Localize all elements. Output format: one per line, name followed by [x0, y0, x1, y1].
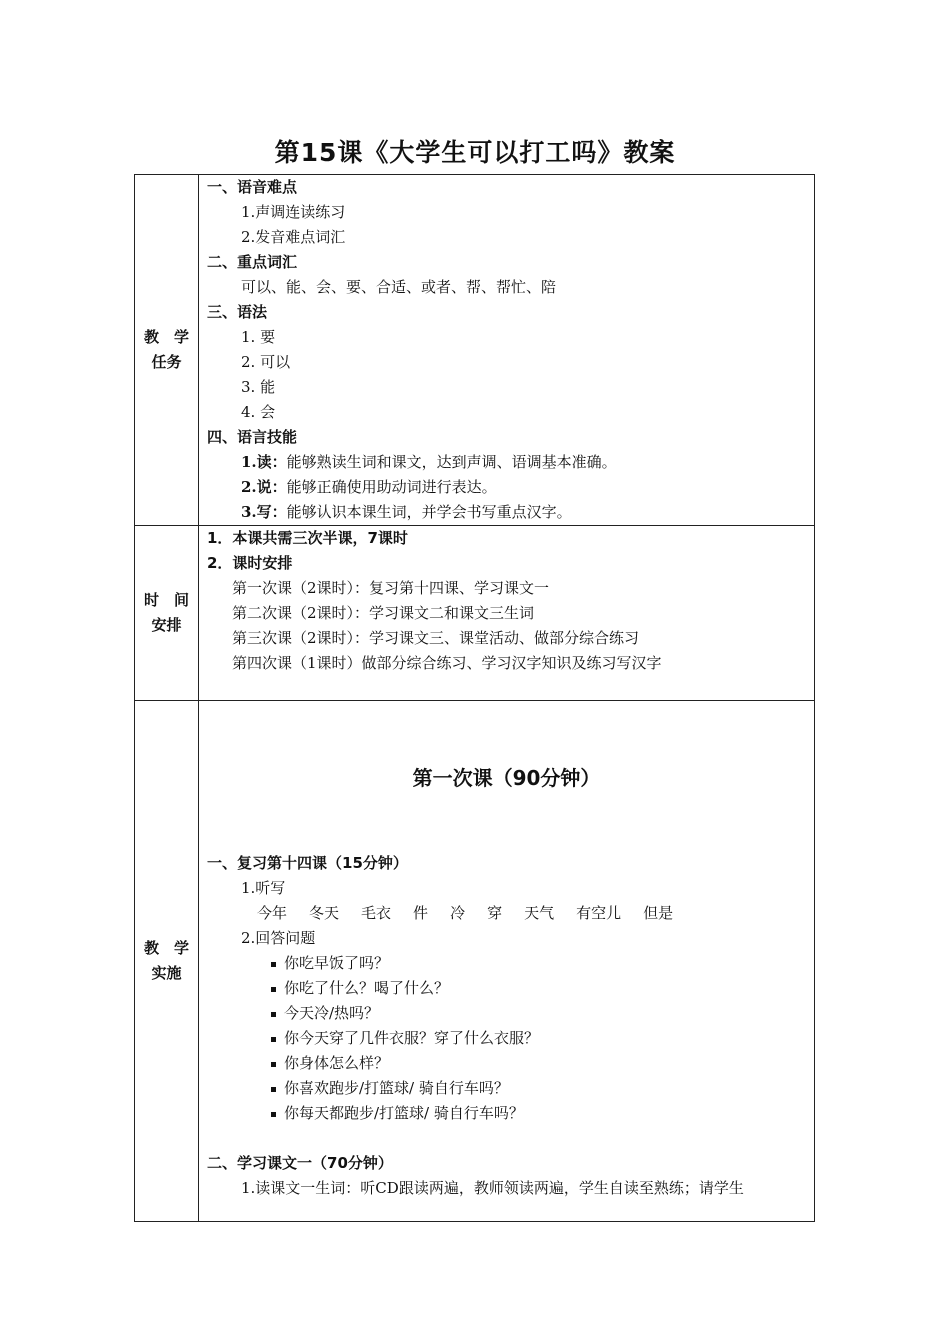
section-heading: 一、复习第十四课（15分钟）: [207, 854, 408, 872]
schedule-item: 第四次课（1课时）做部分综合练习、学习汉字知识及练习写汉字: [232, 654, 662, 672]
question-item: [207, 1076, 814, 1101]
schedule-item: 第二次课（2课时）：学习课文二和课文三生词: [232, 604, 535, 622]
section-heading: 一、语音难点: [207, 178, 298, 196]
question-item: [207, 1101, 814, 1126]
label-line: 教 学: [143, 328, 189, 346]
subsection: 1.读课文一生词：听CD跟读两遍，教师领读两遍，学生自读至熟练；请学生: [241, 1179, 744, 1197]
question-text: 今天冷/热吗？: [284, 1004, 380, 1022]
label-line: 时 间: [143, 591, 189, 609]
skill-text: 能够熟读生词和课文，达到声调、语调基本准确。: [286, 453, 617, 471]
list-item: 1. 要: [241, 328, 276, 346]
question-text: 你吃早饭了吗？: [284, 954, 390, 972]
vocab-list: 可以、能、会、要、合适、或者、帮、帮忙、陪: [241, 278, 557, 296]
lesson-title: 第一次课（90分钟）: [412, 766, 601, 790]
question-item: [207, 1051, 814, 1076]
skill-text: 能够正确使用助动词进行表达。: [286, 478, 497, 496]
section-heading: 二、重点词汇: [207, 253, 298, 271]
question-item: [207, 1001, 814, 1026]
dictation-words: [207, 901, 814, 926]
page-title: 第15课《大学生可以打工吗》教案: [274, 138, 676, 167]
dictation-word: 冷: [450, 904, 466, 922]
label-schedule: [135, 526, 199, 701]
question-text: 你每天都跑步/打篮球/ 骑自行车吗？: [284, 1104, 524, 1122]
skill-item: [207, 450, 814, 475]
skill-key: 2.说：: [241, 478, 287, 496]
schedule-item: 第三次课（2课时）：学习课文三、课堂活动、做部分综合练习: [232, 629, 640, 647]
content-implementation: [199, 701, 815, 1222]
skill-item: [207, 475, 814, 500]
label-teaching-tasks: [135, 175, 199, 526]
row-implementation: [135, 701, 815, 1222]
list-item: 2. 可以: [241, 353, 291, 371]
content-teaching-tasks: [199, 175, 815, 526]
section-heading: 三、语法: [207, 303, 268, 321]
row-teaching-tasks: [135, 175, 815, 526]
skill-key: 1.读：: [241, 453, 287, 471]
section-heading: 四、语言技能: [207, 428, 298, 446]
section-heading: 二、学习课文一（70分钟）: [207, 1154, 393, 1172]
bullet-icon: [271, 987, 276, 992]
list-item: 1.声调连读练习: [241, 203, 346, 221]
row-schedule: [135, 526, 815, 701]
schedule-heading: 1．本课共需三次半课，7课时: [207, 529, 408, 547]
bullet-icon: [271, 1012, 276, 1017]
bullet-icon: [271, 962, 276, 967]
dictation-word: 今年: [257, 904, 288, 922]
label-line: 安排: [151, 616, 182, 634]
question-item: [207, 1026, 814, 1051]
schedule-item: 第一次课（2课时）：复习第十四课、学习课文一: [232, 579, 550, 597]
skill-text: 能够认识本课生词，并学会书写重点汉字。: [286, 503, 572, 521]
spacer: [207, 1126, 814, 1151]
skill-key: 3.写：: [241, 503, 287, 521]
list-item: 4. 会: [241, 403, 276, 421]
label-line: 教 学: [143, 939, 189, 957]
content-schedule: [199, 526, 815, 701]
dictation-word: 件: [413, 904, 429, 922]
dictation-word: 天气: [524, 904, 555, 922]
label-line: 实施: [151, 964, 182, 982]
question-text: 你今天穿了几件衣服？穿了什么衣服？: [284, 1029, 540, 1047]
skill-item: [207, 500, 814, 525]
schedule-heading: 2．课时安排: [207, 554, 293, 572]
bullet-icon: [271, 1087, 276, 1092]
question-item: [207, 951, 814, 976]
dictation-word: 但是: [643, 904, 674, 922]
dictation-word: 冬天: [309, 904, 340, 922]
question-item: [207, 976, 814, 1001]
list-item: 2.发音难点词汇: [241, 228, 346, 246]
bullet-icon: [271, 1037, 276, 1042]
bullet-icon: [271, 1062, 276, 1067]
list-item: 3. 能: [241, 378, 276, 396]
label-implementation: [135, 701, 199, 1222]
bullet-icon: [271, 1112, 276, 1117]
dictation-word: 毛衣: [361, 904, 392, 922]
dictation-word: 穿: [487, 904, 503, 922]
dictation-word: 有空儿: [576, 904, 622, 922]
subsection: 1.听写: [241, 879, 286, 897]
question-text: 你喜欢跑步/打篮球/ 骑自行车吗？: [284, 1079, 509, 1097]
lesson-plan-table: [134, 174, 815, 1222]
question-text: 你吃了什么？喝了什么？: [284, 979, 450, 997]
label-line: 任务: [151, 353, 182, 371]
subsection: 2.回答问题: [241, 929, 316, 947]
question-text: 你身体怎么样？: [284, 1054, 390, 1072]
